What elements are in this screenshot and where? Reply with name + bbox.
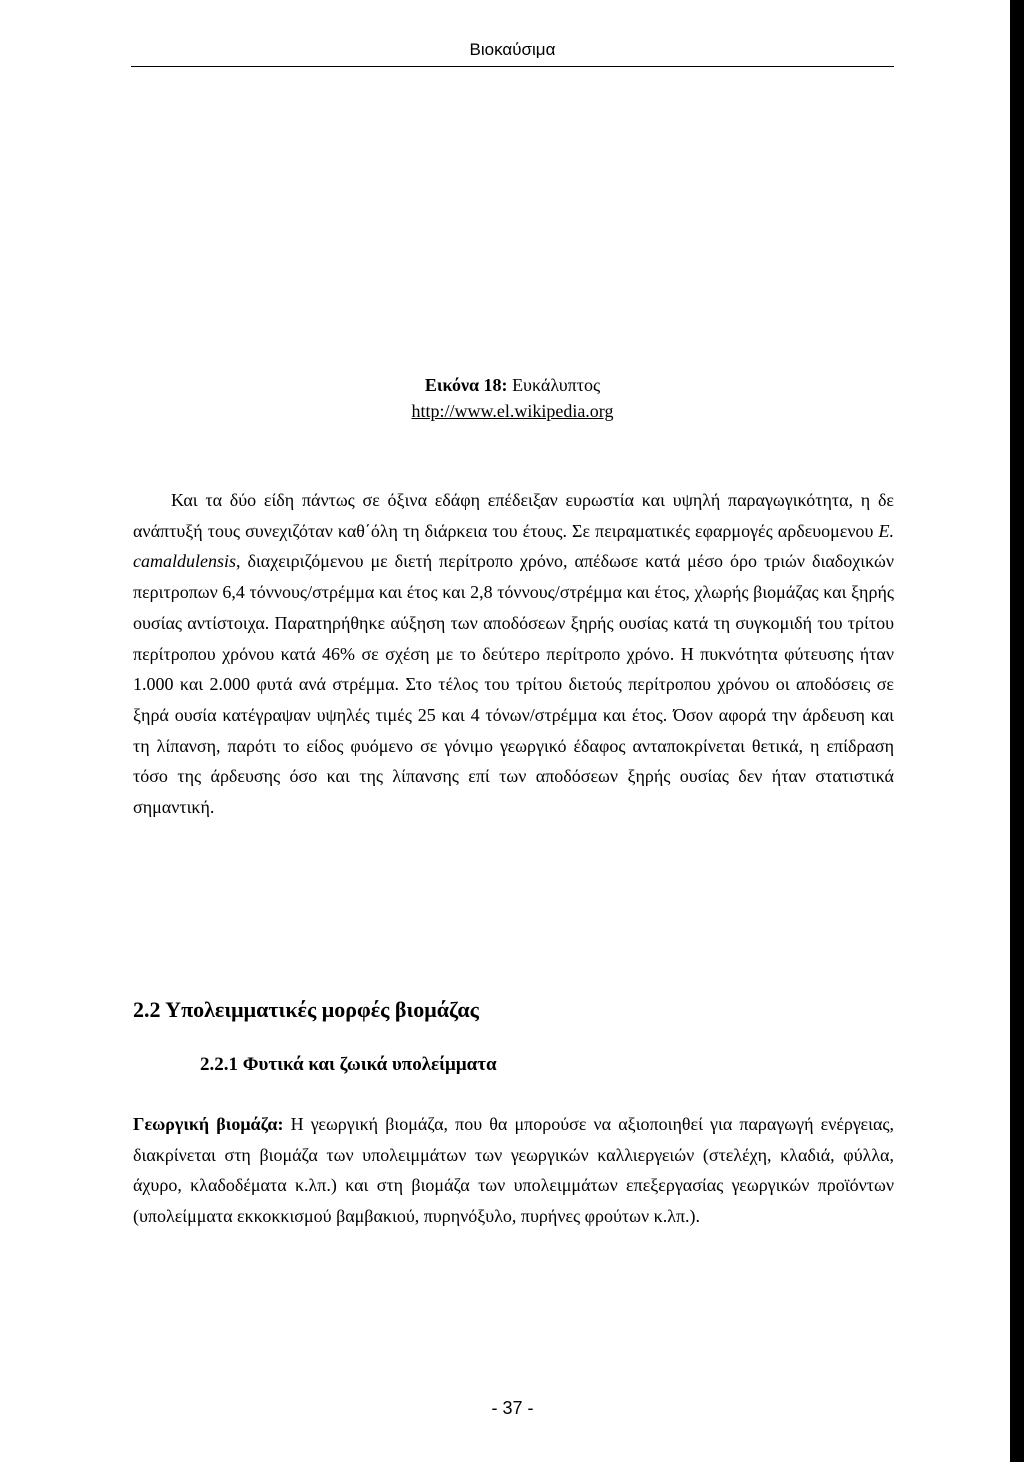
running-header: Βιοκαύσιμα xyxy=(469,40,556,59)
term-label: Γεωργική βιομάζα: xyxy=(133,1114,284,1134)
species-name: E. camaldulensis xyxy=(133,520,894,572)
caption-label: Εικόνα 18: xyxy=(424,375,508,395)
page-number: - 37 - xyxy=(491,1398,534,1418)
subsection-heading: 2.2.1 Φυτικά και ζωικά υπολείμματα xyxy=(200,1054,497,1075)
figure-caption xyxy=(131,372,894,424)
caption-line xyxy=(131,372,894,398)
caption-text: Ευκάλυπτος xyxy=(507,375,601,395)
paragraph-text: Η γεωργική βιομάζα, που θα μπορούσε να αξιοποιηθεί για παραγωγή ενέργειας, διακρίνεται στη βιομάζα των υπολειμμάτων των γεωργικών καλλιεργειών (στελέχη, κλαδιά, φύλλα, άχυρο, κλαδοδέματα κ.λπ.) και στη βιομάζα των υπολειμμάτων επεξεργασίας γεωργικών προϊόντων (υπολείμματα εκκοκκισμού βαμβακιού, πυρηνόξυλο, πυρήνες φρούτων κ.λπ.). xyxy=(133,1114,894,1227)
body-paragraph xyxy=(133,1109,894,1232)
caption-source-link[interactable]: http://www.el.wikipedia.org xyxy=(411,401,614,421)
paragraph-text-continued: , διαχειριζόμενου με διετή περίτροπο χρόνο, απέδωσε κατά μέσο όρο τριών διαδοχικών περιτροπων 6,4 τόννους/στρέμμα και έτος και 2,8 τόννους/στρέμμα και έτος, χλωρής βιομάζας και ξηρής ουσίας αντίστοιχα. Παρατηρήθηκε αύξηση των αποδόσεων ξηρής ουσίας κατά τη συγκομιδή του τρίτου περίτροπου χρόνου κατά 46% σε σχέση με το δεύτερο περίτροπο χρόνο. Η πυκνότητα φύτευσης ήταν 1.000 και 2.000 φυτά ανά στρέμμα. Στο τέλος του τρίτου διετούς περίτροπου χρόνου οι αποδόσεις σε ξηρά ουσία κατέγραψαν υψηλές τιμές 25 και 4 τόνων/στρέμμα και έτος. Όσον αφορά την άρδευση και τη λίπανση, παρότι το είδος φυόμενο σε γόνιμο γεωργικό έδαφος ανταποκρίνεται θετικά, η επίδραση τόσο της άρδευσης όσο και της λίπανσης επί των αποδόσεων ξηρής ουσίας δεν ήταν στατιστικά σημαντική. xyxy=(133,551,894,818)
body-paragraph xyxy=(133,485,894,823)
paragraph-text: Και τα δύο είδη πάντως σε όξινα εδάφη επέδειξαν ευρωστία και υψηλή παραγωγικότητα, η δε ανάπτυξή τους συνεχιζόταν καθ΄όλη τη διάρκεια του έτους. Σε πειραματικές εφαρμογές αρδευομενου xyxy=(133,490,894,541)
header-divider xyxy=(131,66,894,67)
section-heading: 2.2 Υπολειμματικές μορφές βιομάζας xyxy=(133,997,479,1022)
